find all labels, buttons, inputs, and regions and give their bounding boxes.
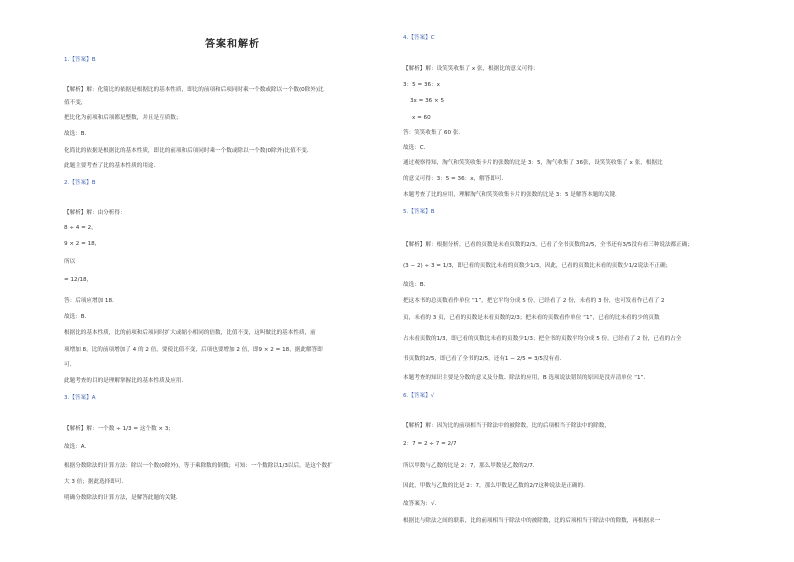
page-title: 答案和解析 <box>205 39 260 50</box>
text-line: 故答案为：√． <box>403 501 441 507</box>
text-line: (3 − 2) ÷ 3 = 1/3，即已看的页数比未看的页数少1/3，因此，已看的页数比未看的页数少1/2说法不正确； <box>403 263 672 269</box>
text-line: 项增加 8，比的前项增加了 4 的 2 倍，要使比值不变，后项也要增加 2 倍，即9 × 2 = 18，据此解答即 <box>64 347 323 353</box>
answer-heading: 1.【答案】B <box>64 57 96 63</box>
text-line: 值不变， <box>64 100 87 106</box>
text-line: 【解析】解：化简比的依据是根据比的基本性质，即比的前项和后项同时乘一个数或除以一个数(0除外)比 <box>64 87 324 93</box>
text-line: 化简比的依据是根据比的基本性质，即比的前项和后项同时乘一个数或除以一个数(0除外)比值不变． <box>64 148 313 154</box>
text-line: 本题考查的知识主要是分数的意义及分数、除法的应用，B 选项说法错误的原因是没弄清单位 “1”． <box>403 375 650 381</box>
text-line: 可． <box>64 362 76 368</box>
text-line: 页，未看的 3 页，已看的页数是未看页数的2/3；把未看的页数看作单位 “1”，已看的比未看的少的页数 <box>403 315 660 321</box>
text-line: 根据分数除法的计算方法：除以一个数(0除外)，等于乘除数的倒数；可知：一个数除以1/3以后，是这个数扩 <box>64 463 333 469</box>
text-line: 答：笑笑收集了 60 张． <box>403 130 465 136</box>
text-line: 答：后项应增加 18． <box>64 298 118 304</box>
text-line: 3x = 36 × 5 <box>410 98 445 104</box>
text-line: 把这本书的总页数看作单位 “1”，把它平均分成 5 份，已经看了 2 份，未看的 3 份，也可发看作已看了 2 <box>403 298 665 304</box>
text-line: 本题考查了比的应用，理解淘气和笑笑收集卡片的张数的比是 3：5 是解答本题的关键． <box>403 192 621 198</box>
text-line: 【解析】解：因为比的前项相当于除法中的被除数，比的后项相当于除法中的除数， <box>403 423 610 429</box>
answer-heading: 3.【答案】A <box>64 395 96 401</box>
text-line: 把比化为前项和后项都是整数，并且是互质数； <box>64 115 182 121</box>
text-line: 故选：A． <box>64 444 91 450</box>
answer-heading: 5.【答案】B <box>403 209 435 215</box>
text-line: 8 ÷ 4 = 2， <box>64 225 97 231</box>
text-line: 3：5 = 36：x <box>403 82 440 88</box>
text-line: 故选：B． <box>64 131 91 137</box>
answer-heading: 4.【答案】C <box>403 35 435 41</box>
text-line: 此题主要考查了比的基本性质的用途． <box>64 163 160 169</box>
answer-heading: 2.【答案】B <box>64 180 96 186</box>
text-line: 【解析】解：一个数 ÷ 1/3 = 这个数 × 3； <box>64 426 175 432</box>
text-line: 2：7 = 2 ÷ 7 = 2/7 <box>403 441 457 447</box>
text-line: 【解析】解：根据分析，已看的页数是未看页数的2/3，已看了全书页数的2/5，全书还有3/5没有看三种说法都正确； <box>403 242 693 248</box>
text-line: 此题考查的目的是理解掌握比的基本性质及应用． <box>64 378 188 384</box>
text-line: 根据比的基本性质，比的前项和后项同时扩大或缩小相同的倍数，比值不变，这叫做比的基本性质，前 <box>64 330 316 336</box>
text-line: 9 × 2 = 18， <box>64 241 101 247</box>
text-line: 故选：B． <box>64 314 91 320</box>
text-line: 所以 <box>64 259 76 265</box>
answer-heading: 6.【答案】√ <box>403 393 435 399</box>
text-line: 故选：B． <box>403 282 430 288</box>
text-line: 的意义可得：3：5 = 36：x，解答即可． <box>403 176 508 182</box>
text-line: 明确分数除法的计算方法，是解答此题的关键． <box>64 495 182 501</box>
text-line: x = 60 <box>412 115 431 121</box>
text-line: 书页数的2/5，即已看了全书的2/5，还有1 − 2/5 = 3/5没有看． <box>403 356 566 362</box>
text-line: 通过观察得知，淘气和笑笑收集卡片的张数的比是 3：5，淘气收集了 36张，设笑笑收集了 x 张，根据比 <box>403 160 663 166</box>
text-line: 所以甲数与乙数的比是 2：7，那么甲数是乙数的2/7． <box>403 463 539 469</box>
text-line: 因此，甲数与乙数的比是 2：7，那么甲数是乙数的2/7这种说法是正确的． <box>403 483 589 489</box>
text-line: 占未看页数的1/3，即已看的页数比未看的页数少1/3；把全书的页数平均分成 5 份，已经看了 2 份，已看的占全 <box>403 336 682 342</box>
text-line: 故选：C． <box>403 145 430 151</box>
text-line: 根据比与除法之间的联系，比的前项相当于除法中的被除数，比的后项相当于除法中的除数，再根据求一 <box>403 518 661 524</box>
text-line: 【解析】解：由分析得： <box>64 210 126 216</box>
text-line: 【解析】解：设笑笑收集了 x 张，根据比的意义可得： <box>403 66 539 72</box>
text-line: = 12/18， <box>64 277 93 283</box>
text-line: 大 3 倍；据此选择即可． <box>64 479 128 485</box>
